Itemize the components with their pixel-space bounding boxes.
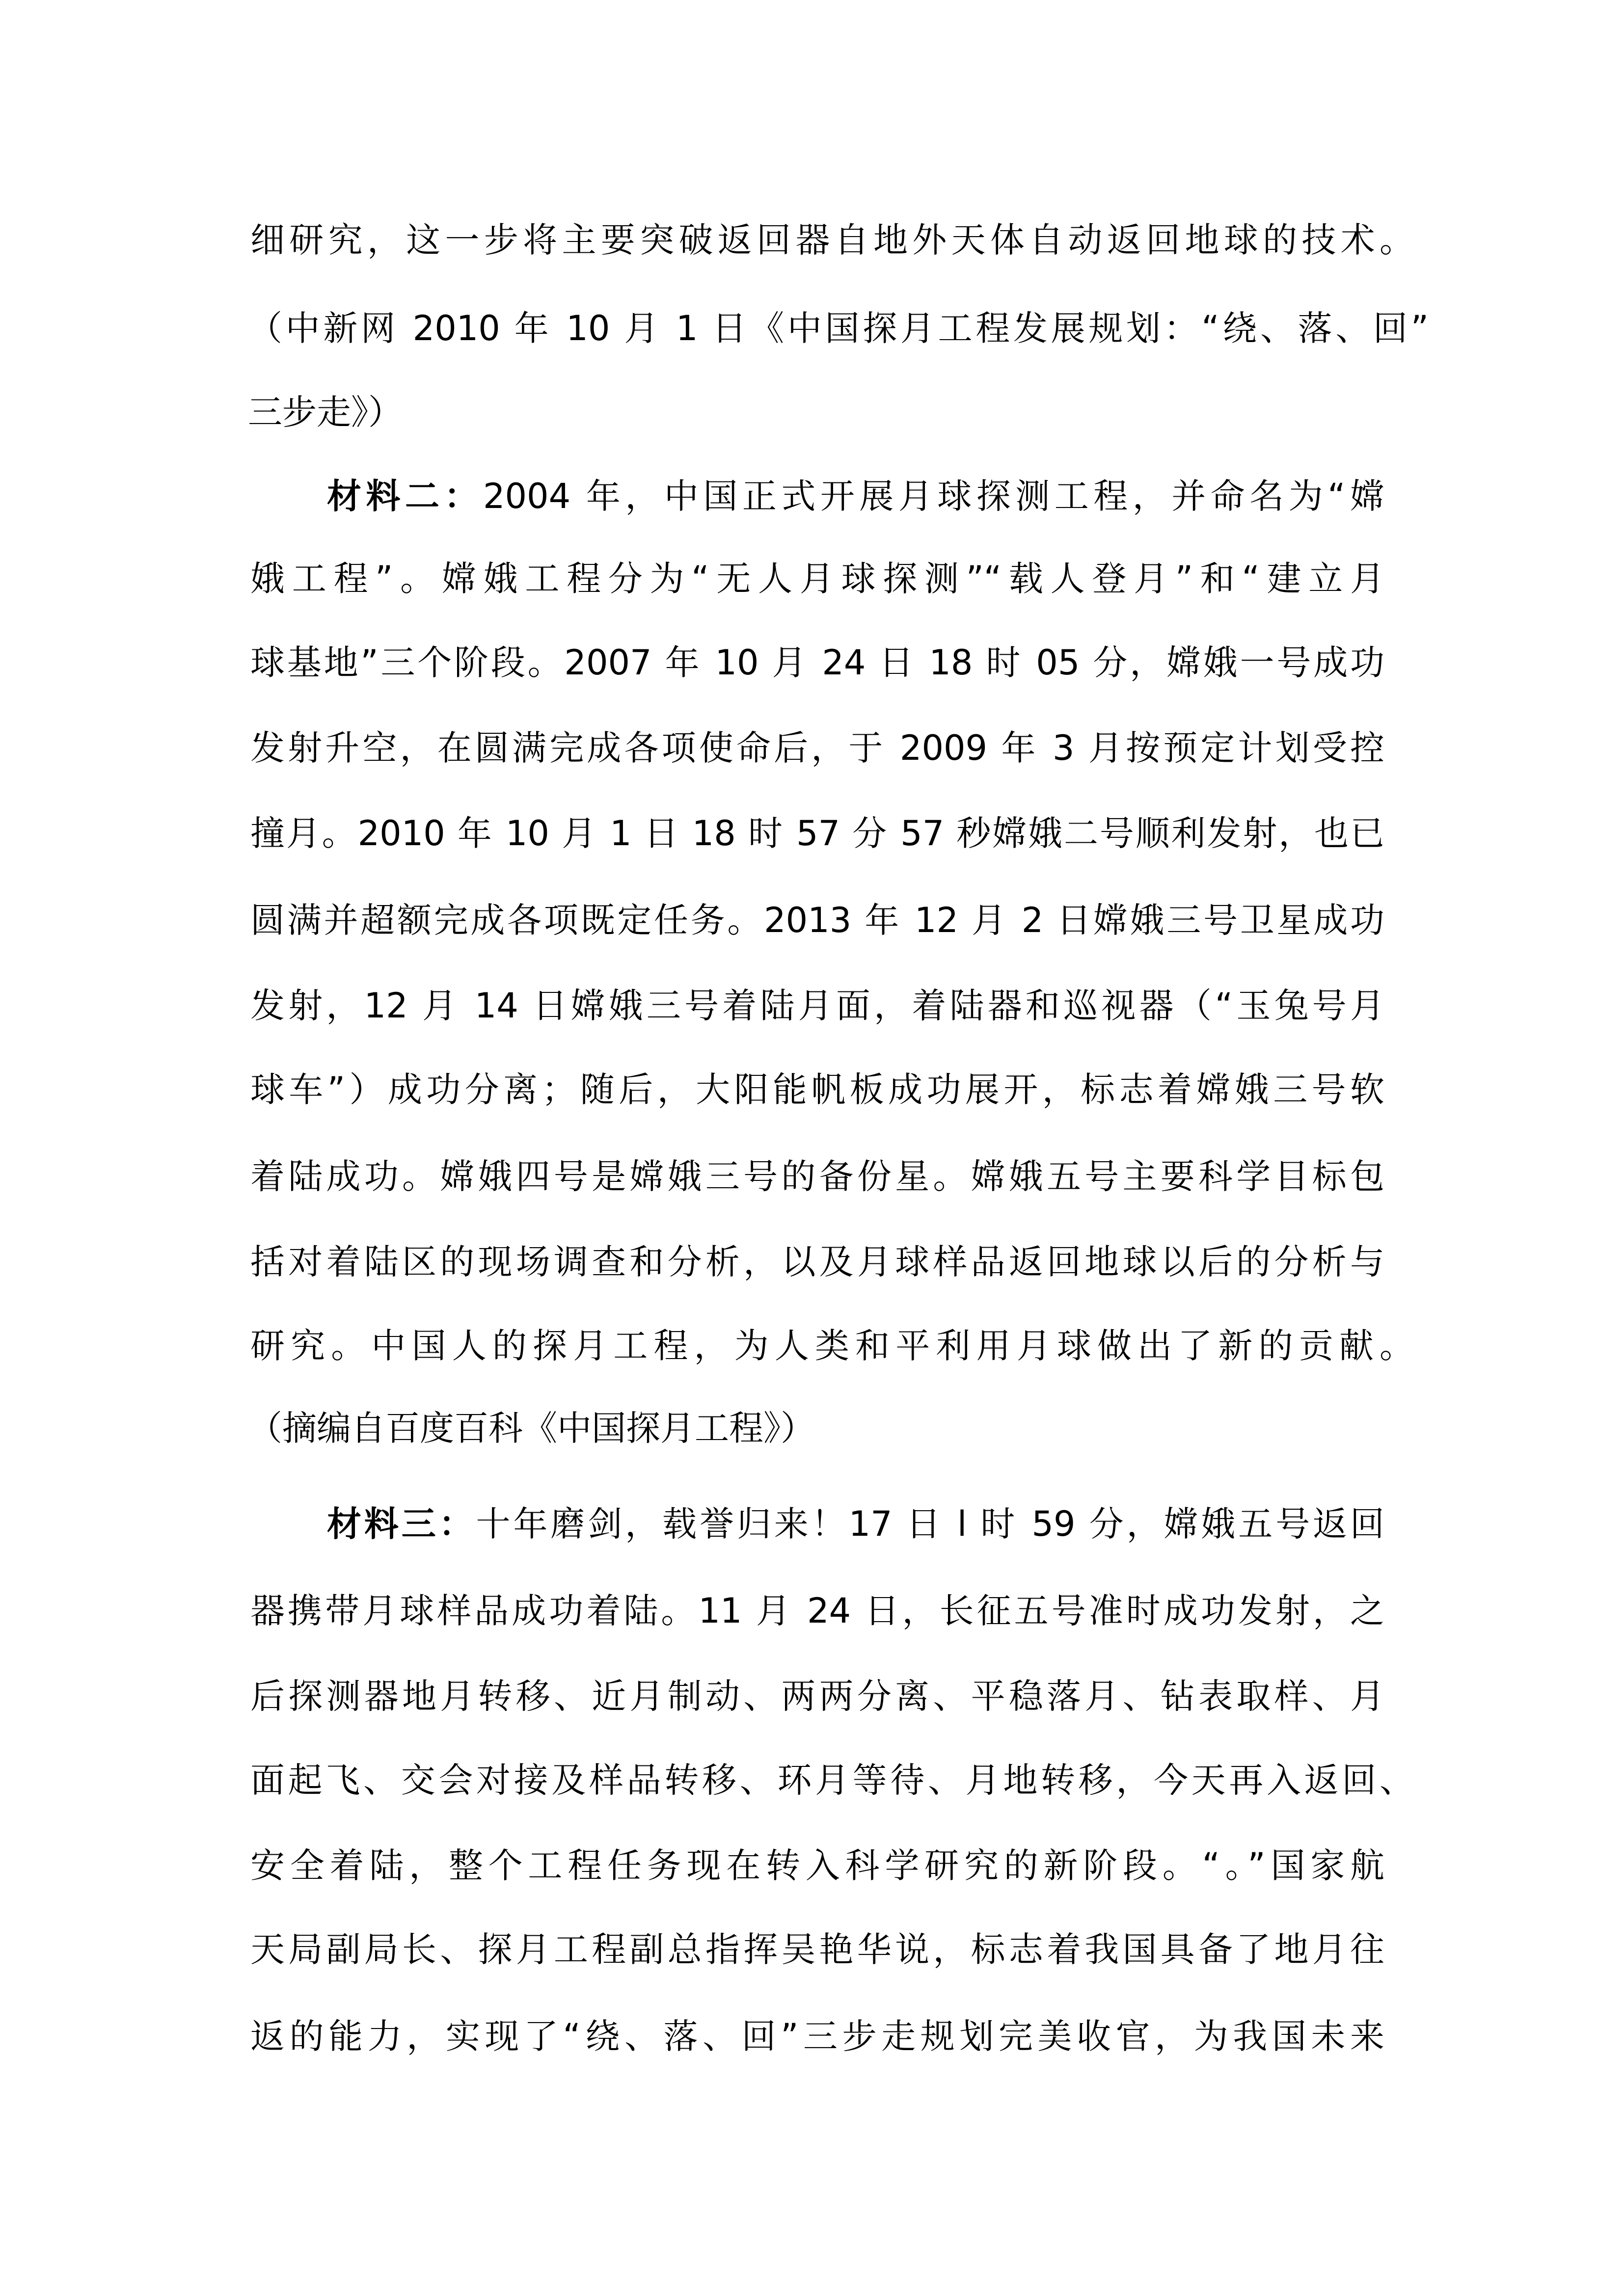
text-line: 十年磨剑，载誉归来！17 日 l 时 59 分，嫦娥五号返回: [476, 1504, 1384, 1544]
text-line: 2004 年，中国正式开展月球探测工程，并命名为“嫦: [483, 476, 1384, 516]
source-citation-line: 三步走》）: [248, 392, 403, 432]
material-2-first-line: [327, 472, 1384, 521]
source-citation-line: （中新网 2010 年 10 月 1 日《中国探月工程发展规划：“绕、落、回”: [248, 308, 1429, 348]
text-line: 面起飞、交会对接及样品转移、环月等待、月地转移，今天再入返回、: [250, 1760, 1414, 1800]
text-line: 后探测器地月转移、近月制动、两两分离、平稳落月、钻表取样、月: [250, 1676, 1384, 1716]
text-line: 细研究，这一步将主要突破返回器自地外天体自动返回地球的技术。: [250, 220, 1414, 260]
material-label: 材料三：: [327, 1504, 476, 1544]
source-citation-line: （摘编自百度百科《中国探月工程》）: [248, 1408, 815, 1448]
text-line: 着陆成功。嫦娥四号是嫦娥三号的备份星。嫦娥五号主要科学目标包: [250, 1156, 1384, 1197]
text-line: 撞月。2010 年 10 月 1 日 18 时 57 分 57 秒嫦娥二号顺利发射，也已: [250, 813, 1384, 854]
material-label: 材料二：: [327, 476, 483, 516]
text-line: 返的能力，实现了“绕、落、回”三步走规划完美收官，为我国未来: [250, 2016, 1384, 2056]
text-line: 圆满并超额完成各项既定任务。2013 年 12 月 2 日嫦娥三号卫星成功: [250, 900, 1384, 940]
text-line: 安全着陆，整个工程任务现在转入科学研究的新阶段。“。”国家航: [250, 1845, 1384, 1886]
text-line: 研究。中国人的探月工程，为人类和平利用月球做出了新的贡献。: [250, 1326, 1414, 1366]
text-line: 球基地”三个阶段。2007 年 10 月 24 日 18 时 05 分，嫦娥一号成功: [250, 642, 1384, 683]
text-line: 天局副局长、探月工程副总指挥吴艳华说，标志着我国具备了地月往: [250, 1929, 1384, 1970]
material-3-first-line: [327, 1499, 1384, 1548]
text-line: 括对着陆区的现场调查和分析，以及月球样品返回地球以后的分析与: [250, 1242, 1384, 1282]
text-line: 娥工程”。嫦娥工程分为“无人月球探测”“载人登月”和“建立月: [250, 559, 1384, 599]
text-line: 发射，12 月 14 日嫦娥三号着陆月面，着陆器和巡视器（“玉兔号月: [250, 986, 1384, 1026]
text-line: 发射升空，在圆满完成各项使命后，于 2009 年 3 月按预定计划受控: [250, 728, 1384, 768]
text-line: 器携带月球样品成功着陆。11 月 24 日，长征五号准时成功发射，之: [250, 1591, 1384, 1631]
text-line: 球车”）成功分离；随后，大阳能帆板成功展开，标志着嫦娥三号软: [250, 1069, 1384, 1110]
